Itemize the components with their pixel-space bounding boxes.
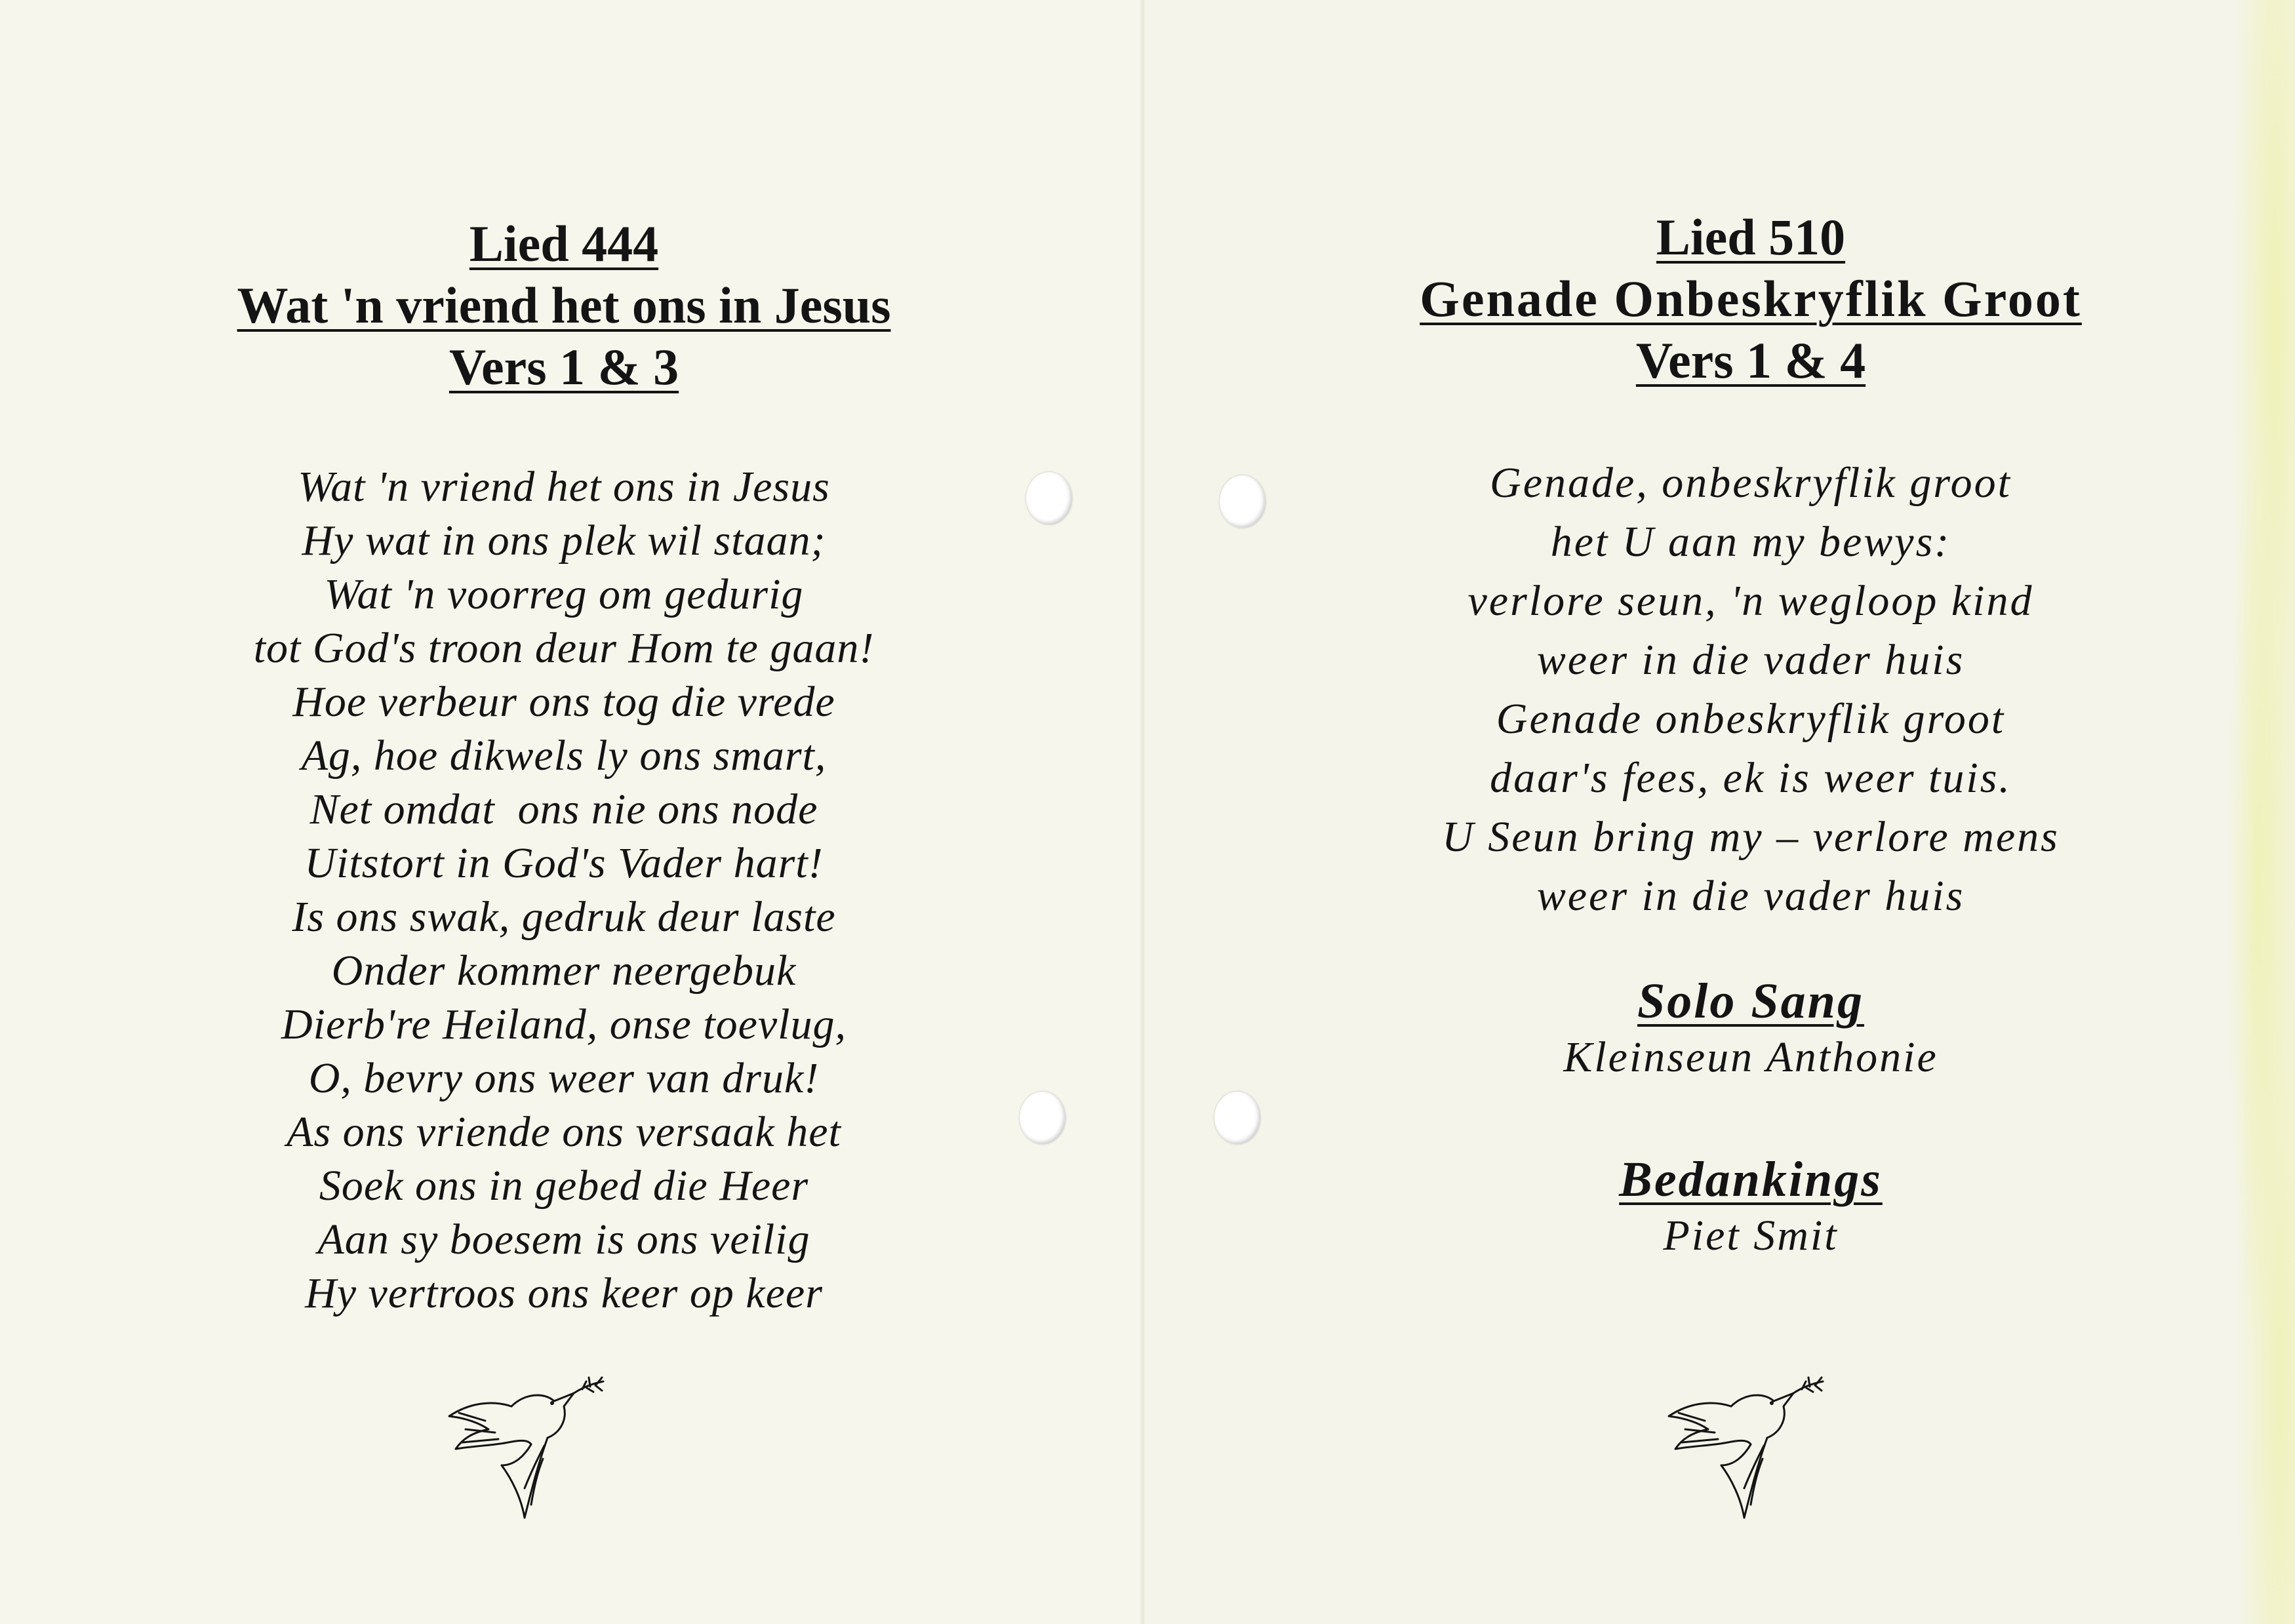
- lyric-line: tot God's troon deur Hom te gaan!: [253, 624, 875, 672]
- lyric-line: Genade, onbeskryflik groot: [1490, 459, 2012, 507]
- dove-eye: [550, 1401, 554, 1405]
- lyric-line: het U aan my bewys:: [1550, 518, 1951, 566]
- thanks-speaker: Piet Smit: [1663, 1212, 1839, 1259]
- lyric-line: Onder kommer neergebuk: [331, 947, 797, 995]
- lyric-line: Uitstort in God's Vader hart!: [304, 839, 824, 887]
- binder-hole-top-right: [1220, 475, 1266, 528]
- lyric-line: Hoe verbeur ons tog die vrede: [292, 678, 835, 726]
- hymn-name-title: Genade Onbeskryflik Groot: [1420, 270, 2082, 327]
- thanks-heading: Bedankings: [1619, 1152, 1883, 1207]
- dove-eye: [1770, 1401, 1774, 1405]
- right-column: [1292, 0, 2210, 1263]
- lyric-line: Aan sy boesem is ons veilig: [317, 1216, 810, 1263]
- dove-with-olive-branch-icon: [439, 1367, 610, 1524]
- lyric-line: Is ons swak, gedruk deur laste: [292, 893, 836, 941]
- lyric-line: verlore seun, 'n wegloop kind: [1467, 577, 2034, 625]
- binder-hole-bottom-left: [1020, 1092, 1066, 1144]
- lyric-line: Hy wat in ons plek wil staan;: [302, 517, 826, 564]
- left-page: [0, 0, 1144, 1624]
- lyric-line: weer in die vader huis: [1536, 636, 1965, 684]
- solo-singer: Kleinseun Anthonie: [1563, 1033, 1938, 1081]
- hymn-verses-title: Vers 1 & 4: [1635, 332, 1866, 389]
- lyric-line: As ons vriende ons versaak het: [287, 1108, 841, 1156]
- left-hymn-lyrics: [131, 460, 997, 1320]
- lyric-line: Net omdat ons nie ons node: [309, 785, 818, 833]
- lyric-line: Hy vertroos ons keer op keer: [305, 1269, 823, 1317]
- lyric-line: Ag, hoe dikwels ly ons smart,: [301, 732, 827, 780]
- left-title-block: [131, 213, 997, 398]
- lyric-line: U Seun bring my – verlore mens: [1442, 813, 2060, 861]
- hymn-number-title: Lied 510: [1656, 208, 1846, 266]
- solo-section: [1292, 972, 2210, 1084]
- lyric-line: Wat 'n vriend het ons in Jesus: [298, 463, 830, 511]
- lyric-line: Wat 'n voorreg om gedurig: [324, 570, 804, 618]
- yellow-edge-print: [2197, 0, 2295, 1624]
- solo-heading: Solo Sang: [1637, 974, 1864, 1029]
- thanks-section: [1292, 1150, 2210, 1263]
- right-hymn-lyrics: [1292, 454, 2210, 926]
- hymn-verses-title: Vers 1 & 3: [449, 338, 679, 395]
- dove-with-olive-branch-icon: [1659, 1367, 1829, 1524]
- right-title-block: [1292, 207, 2210, 391]
- right-page: [1144, 0, 2295, 1624]
- lyric-line: Genade onbeskryflik groot: [1496, 695, 2006, 743]
- lyric-line: daar's fees, ek is weer tuis.: [1490, 754, 2012, 802]
- lyric-line: O, bevry ons weer van druk!: [308, 1054, 820, 1102]
- lyric-line: weer in die vader huis: [1536, 872, 1965, 920]
- hymn-name-title: Wat 'n vriend het ons in Jesus: [237, 277, 891, 334]
- left-column: [131, 0, 997, 1320]
- binder-hole-bottom-right: [1214, 1092, 1260, 1144]
- binder-hole-top-left: [1026, 472, 1072, 525]
- hymn-number-title: Lied 444: [469, 215, 659, 272]
- lyric-line: Dierb're Heiland, onse toevlug,: [281, 1000, 847, 1048]
- lyric-line: Soek ons in gebed die Heer: [319, 1162, 809, 1210]
